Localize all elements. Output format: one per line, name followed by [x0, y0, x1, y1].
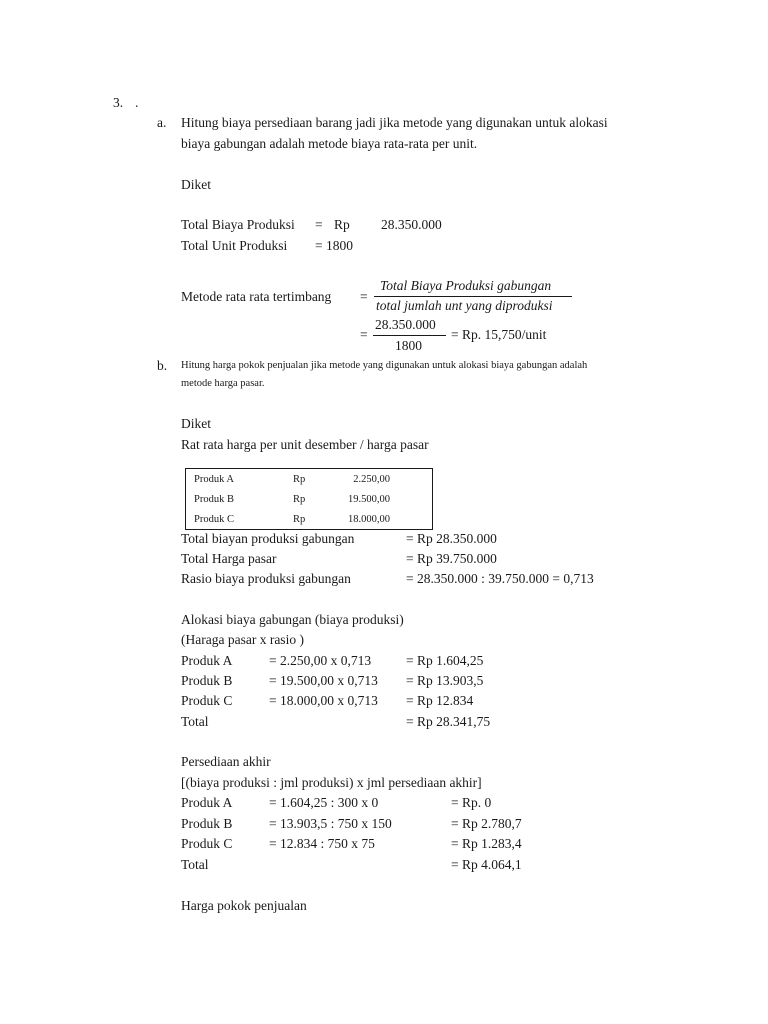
fraction1-numerator: Total Biaya Produksi gabungan	[380, 278, 552, 293]
part-a-marker: a.	[157, 115, 167, 130]
summary-label-harga-pasar: Total Harga pasar	[181, 551, 277, 566]
table-cell-produk-b: Produk B	[194, 494, 234, 505]
summary-value-harga-pasar: = Rp 39.750.000	[406, 551, 497, 566]
total-biaya-value: 28.350.000	[381, 217, 442, 232]
summary-value-rasio: = 28.350.000 : 39.750.000 = 0,713	[406, 571, 594, 586]
table-cell-value-a: 2.250,00	[353, 474, 390, 485]
alokasi-row-label-total: Total	[181, 714, 209, 729]
persediaan-formula: [(biaya produksi : jml produksi) x jml persediaan akhir]	[181, 775, 482, 790]
persediaan-row-calc-c: = 12.834 : 750 x 75	[269, 836, 375, 851]
summary-label-rasio: Rasio biaya produksi gabungan	[181, 571, 351, 586]
summary-value-total-biaya: = Rp 28.350.000	[406, 531, 497, 546]
fraction2-bar	[373, 335, 446, 336]
table-cell-value-c: 18.000,00	[348, 514, 390, 525]
hpp-title: Harga pokok penjualan	[181, 898, 307, 913]
persediaan-row-calc-b: = 13.903,5 : 750 x 150	[269, 816, 392, 831]
alokasi-row-result-b: = Rp 13.903,5	[406, 673, 484, 688]
harga-pasar-table	[185, 468, 433, 530]
alokasi-row-calc-a: = 2.250,00 x 0,713	[269, 653, 372, 668]
part-b-question-line2: metode harga pasar.	[181, 378, 265, 389]
persediaan-row-label-b: Produk B	[181, 816, 233, 831]
persediaan-row-label-total: Total	[181, 857, 209, 872]
persediaan-row-calc-a: = 1.604,25 : 300 x 0	[269, 795, 379, 810]
alokasi-row-result-a: = Rp 1.604,25	[406, 653, 484, 668]
total-unit-label: Total Unit Produksi	[181, 238, 288, 253]
fraction2-denominator: 1800	[395, 338, 422, 353]
alokasi-row-label-c: Produk C	[181, 693, 233, 708]
table-cell-rp-a: Rp	[293, 474, 306, 485]
total-biaya-rp: Rp	[334, 217, 350, 232]
rata-harga-label: Rat rata harga per unit desember / harga pasar	[181, 437, 429, 452]
total-unit-value: = 1800	[315, 238, 353, 253]
total-biaya-label: Total Biaya Produksi	[181, 217, 295, 232]
question-number: 3.	[113, 95, 124, 110]
alokasi-row-calc-c: = 18.000,00 x 0,713	[269, 693, 378, 708]
persediaan-row-result-c: = Rp 1.283,4	[451, 836, 522, 851]
table-cell-rp-c: Rp	[293, 514, 306, 525]
persediaan-row-result-a: = Rp. 0	[451, 795, 492, 810]
question-dot: .	[135, 95, 139, 110]
part-a-question-line2: biaya gabungan adalah metode biaya rata-rata per unit.	[181, 136, 478, 151]
table-cell-rp-b: Rp	[293, 494, 306, 505]
table-cell-value-b: 19.500,00	[348, 494, 390, 505]
fraction1-denominator: total jumlah unt yang diproduksi	[376, 298, 553, 313]
part-b-marker: b.	[157, 358, 168, 373]
alokasi-row-calc-b: = 19.500,00 x 0,713	[269, 673, 378, 688]
metode-eq2: =	[360, 327, 368, 342]
persediaan-title: Persediaan akhir	[181, 754, 271, 769]
fraction1-bar	[374, 296, 572, 297]
alokasi-row-result-total: = Rp 28.341,75	[406, 714, 491, 729]
alokasi-formula: (Haraga pasar x rasio )	[181, 632, 304, 647]
persediaan-row-result-b: = Rp 2.780,7	[451, 816, 522, 831]
part-a-diket: Diket	[181, 177, 211, 192]
alokasi-title: Alokasi biaya gabungan (biaya produksi)	[181, 612, 404, 627]
metode-label: Metode rata rata tertimbang	[181, 289, 332, 304]
part-a-question-line1: Hitung biaya persediaan barang jadi jika metode yang digunakan untuk alokasi	[181, 115, 608, 130]
persediaan-row-result-total: = Rp 4.064,1	[451, 857, 522, 872]
metode-eq1: =	[360, 289, 368, 304]
total-biaya-eq: =	[315, 217, 323, 232]
summary-label-total-biaya: Total biayan produksi gabungan	[181, 531, 355, 546]
metode-result: = Rp. 15,750/unit	[451, 327, 547, 342]
alokasi-row-label-a: Produk A	[181, 653, 233, 668]
part-b-diket: Diket	[181, 416, 211, 431]
table-cell-produk-a: Produk A	[194, 474, 234, 485]
alokasi-row-label-b: Produk B	[181, 673, 233, 688]
part-b-question-line1: Hitung harga pokok penjualan jika metode yang digunakan untuk alokasi biaya gabungan adalah	[181, 360, 588, 371]
alokasi-row-result-c: = Rp 12.834	[406, 693, 474, 708]
table-cell-produk-c: Produk C	[194, 514, 234, 525]
persediaan-row-label-a: Produk A	[181, 795, 233, 810]
persediaan-row-label-c: Produk C	[181, 836, 233, 851]
fraction2-numerator: 28.350.000	[375, 317, 436, 332]
